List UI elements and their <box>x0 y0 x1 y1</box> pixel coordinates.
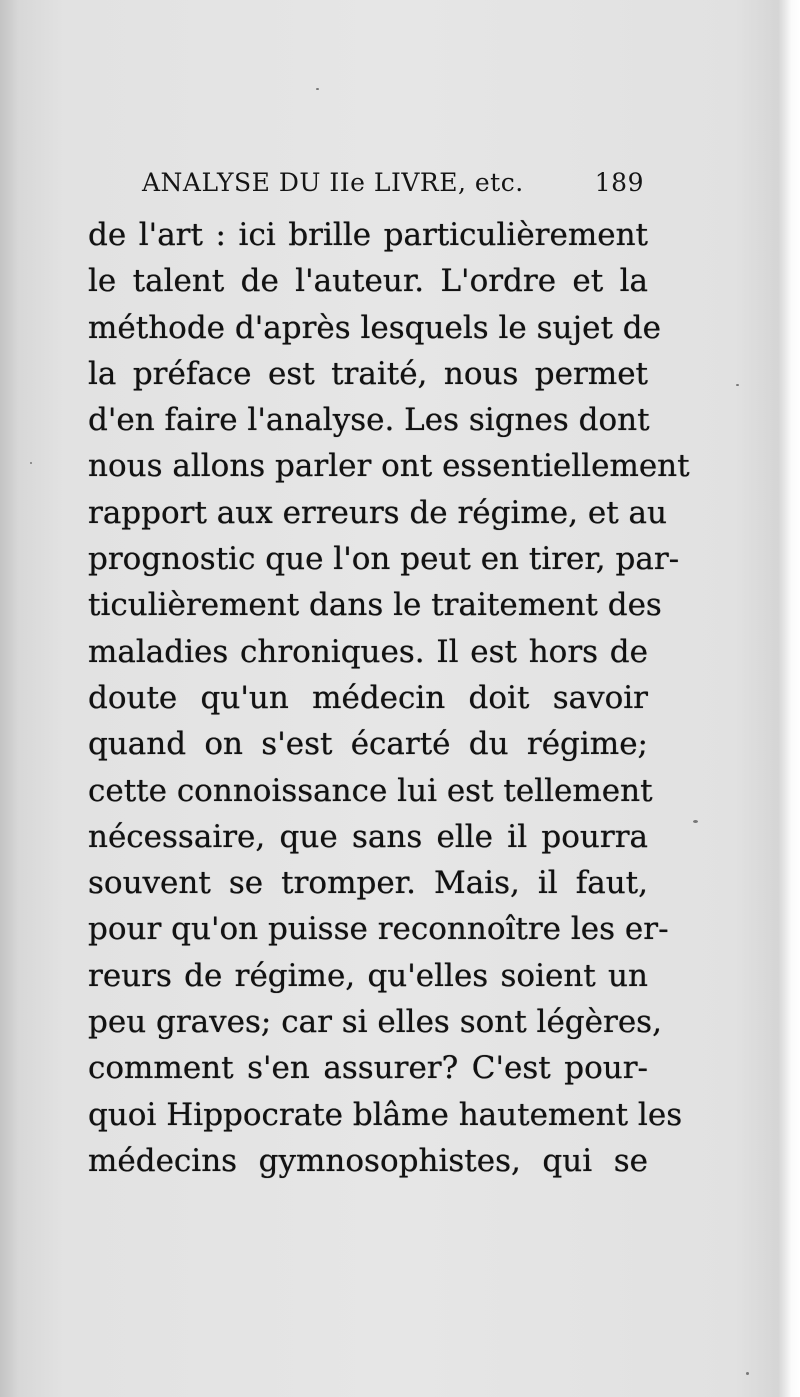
paper-speck <box>746 1372 749 1375</box>
text-line: le talent de l'auteur. L'ordre et la <box>88 263 648 300</box>
running-header <box>142 168 652 204</box>
page-gutter-shadow <box>0 0 18 1397</box>
text-line: nécessaire, que sans elle il pourra <box>88 818 648 855</box>
paper-speck <box>736 384 739 386</box>
text-line: prognostic que l'on peut en tirer, par- <box>88 541 680 578</box>
text-line: quand on s'est écarté du régime; <box>88 726 648 763</box>
page-number: 189 <box>594 168 644 197</box>
text-line: reurs de régime, qu'elles soient un <box>88 957 648 994</box>
text-line: maladies chroniques. Il est hors de <box>88 633 648 670</box>
text-line: doute qu'un médecin doit savoir <box>88 679 648 716</box>
page-edge <box>778 0 800 1397</box>
body-text <box>88 212 690 1184</box>
text-line: rapport aux erreurs de régime, et au <box>88 494 667 531</box>
text-line: médecins gymnosophistes, qui se <box>88 1142 648 1179</box>
text-line: comment s'en assurer? C'est pour- <box>88 1050 648 1087</box>
text-line: quoi Hippocrate blâme hautement les <box>88 1096 683 1133</box>
text-line: peu graves; car si elles sont légères, <box>88 1004 662 1041</box>
text-line: méthode d'après lesquels le sujet de <box>88 309 661 346</box>
text-line: souvent se tromper. Mais, il faut, <box>88 865 648 902</box>
paper-speck <box>693 820 698 823</box>
paper-speck <box>316 88 319 90</box>
running-title: ANALYSE DU IIe LIVRE, etc. <box>142 168 524 197</box>
text-line: la préface est traité, nous permet <box>88 355 648 392</box>
text-line: d'en faire l'analyse. Les signes dont <box>88 402 650 439</box>
text-line: cette connoissance lui est tellement <box>88 772 653 809</box>
text-line: de l'art : ici brille particulièrement <box>88 217 648 253</box>
text-line: nous allons parler ont essentiellement <box>88 448 690 485</box>
paper-speck <box>30 462 32 464</box>
text-line: ticulièrement dans le traitement des <box>88 587 662 624</box>
text-line: pour qu'on puisse reconnoître les er- <box>88 911 669 948</box>
